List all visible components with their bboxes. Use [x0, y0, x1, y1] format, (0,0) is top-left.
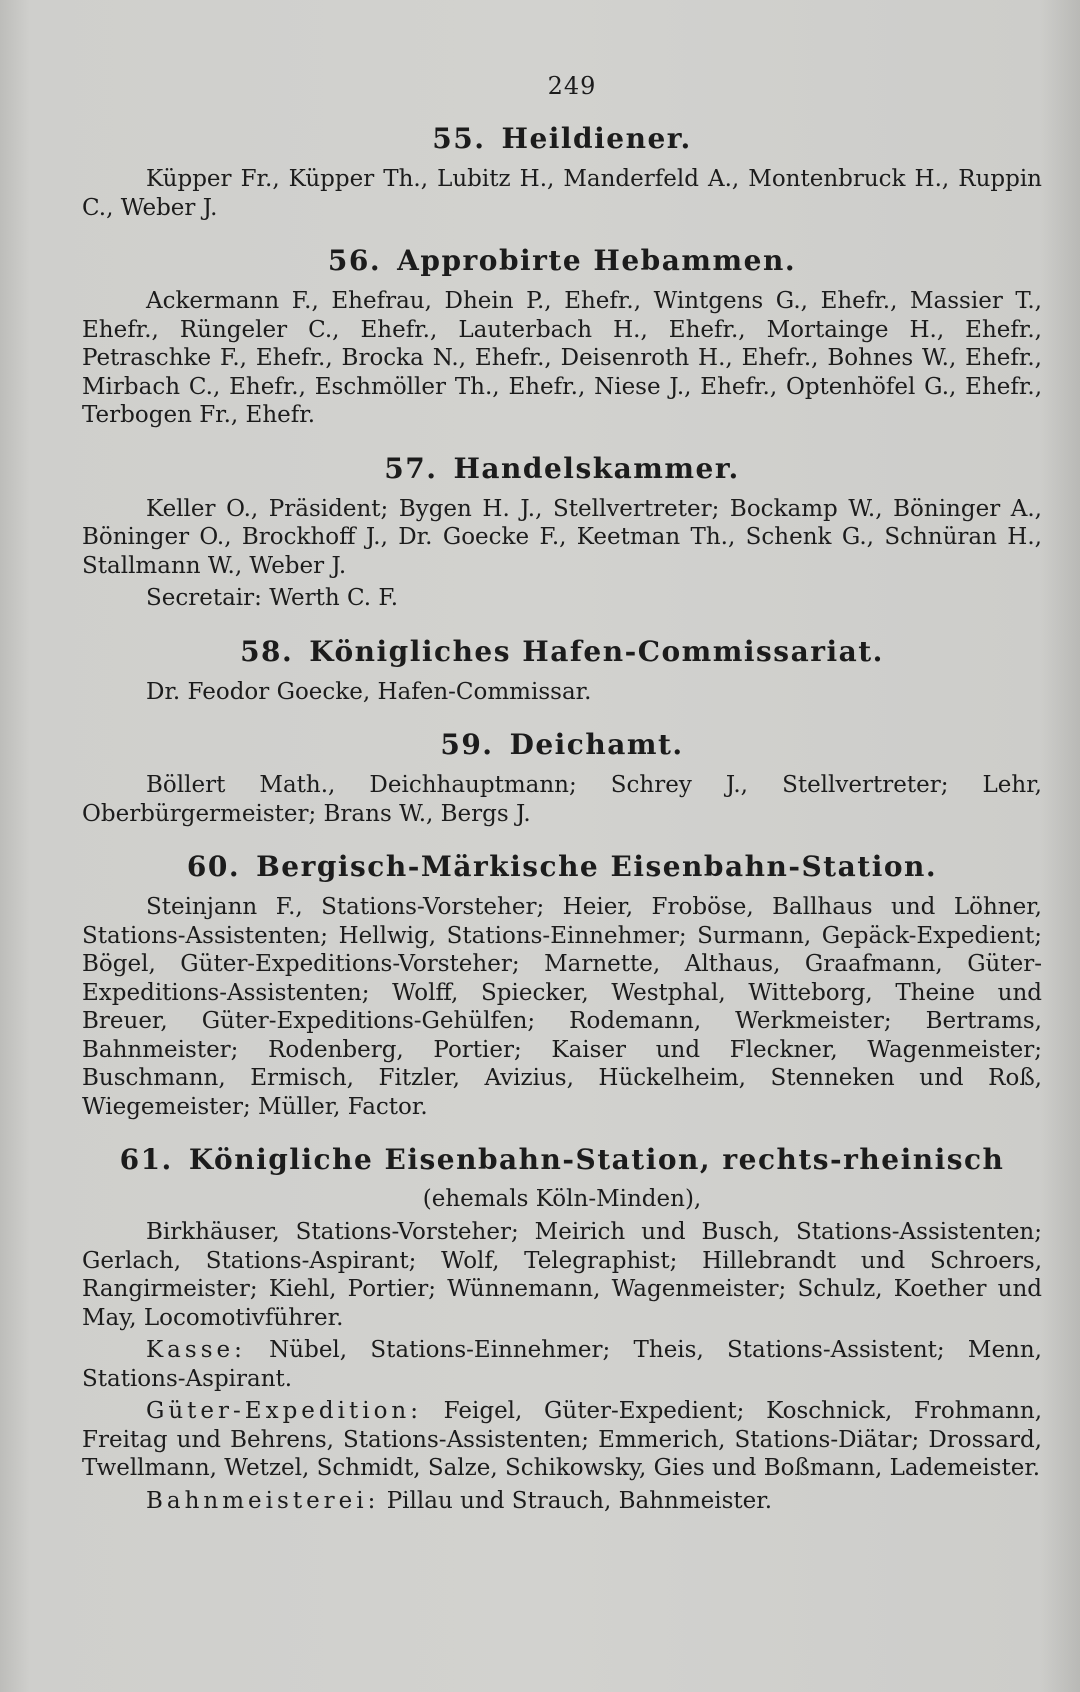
bahnmeisterei-text: Pillau und Strauch, Bahnmeister.	[386, 1487, 773, 1514]
section-heading	[82, 728, 1042, 761]
section-heading	[82, 244, 1042, 277]
bahnmeisterei-paragraph	[82, 1487, 1042, 1516]
section-text: Birkhäuser, Stations-Vorsteher; Meirich und Busch, Stations-Assistenten; Gerlach, Stations-Aspirant; Wolf, Telegraphist; Hillebrandt und Schroers, Rangirmeister; Kiehl, Portier; Wünnemann, Wagenmeister; Schulz, Koether und May, Locomotivführer.	[82, 1219, 1042, 1331]
section-61	[82, 1143, 1042, 1515]
bahnmeisterei-label: Bahnmeisterei:	[146, 1487, 380, 1514]
page-number: 249	[547, 72, 597, 100]
kasse-paragraph	[82, 1336, 1042, 1393]
section-60	[82, 850, 1042, 1121]
section-number: 56.	[327, 244, 382, 277]
section-text: Küpper Fr., Küpper Th., Lubitz H., Manderfeld A., Montenbruck H., Ruppin C., Weber J.	[82, 166, 1042, 221]
section-55	[82, 122, 1042, 222]
section-heading	[82, 1143, 1042, 1176]
section-number: 57.	[384, 451, 438, 485]
section-title: Deichamt.	[509, 728, 684, 761]
section-59	[82, 728, 1042, 828]
section-title: Heildiener.	[501, 122, 692, 155]
section-title: Königliches Hafen-Commissariat.	[309, 634, 884, 668]
section-text: Dr. Feodor Goecke, Hafen-Commissar.	[146, 678, 592, 705]
section-number: 61.	[119, 1143, 173, 1176]
section-text: Keller O., Präsident; Bygen H. J., Stellvertreter; Bockamp W., Böninger A., Böninger O., Brockhoff J., Dr. Goecke F., Keetman Th., Schenk G., Schnüran H., Stallmann W., Weber J.	[82, 495, 1042, 579]
section-number: 60.	[186, 850, 241, 883]
section-text: Steinjann F., Stations-Vorsteher; Heier, Froböse, Ballhaus und Löhner, Stations-Assistenten; Hellwig, Stations-Einnehmer; Surmann, Gepäck-Expedient; Bögel, Güter-Expeditions-Vorsteher; Marnette, Althaus, Graafmann, Güter-Expeditions-Assistenten; Wolff, Spiecker, Westphal, Witteborg, Theine und Breuer, Güter-Expeditions-Gehülfen; Rodemann, Werkmeister; Bertrams, Bahnmeister; Rodenberg, Portier; Kaiser und Fleckner, Wagenmeister; Buschmann, Ermisch, Fitzler, Avizius, Hückelheim, Stenneken und Roß, Wiegemeister; Müller, Factor.	[82, 894, 1042, 1120]
section-heading	[82, 850, 1042, 883]
kasse-text: Nübel, Stations-Einnehmer; Theis, Stations-Assistent; Menn, Stations-Aspirant.	[82, 1337, 1042, 1392]
section-text: Ackermann F., Ehefrau, Dhein P., Ehefr., Wintgens G., Ehefr., Massier T., Ehefr., Rüngeler C., Ehefr., Lauterbach H., Ehefr., Mortainge H., Ehefr., Petraschke F., Ehefr., Brocka N., Ehefr., Deisenroth H., Ehefr., Bohnes W., Ehefr., Mirbach C., Ehefr., Eschmöller Th., Ehefr., Niese J., Ehefr., Optenhöfel G., Ehefr., Terbogen Fr., Ehefr.	[82, 288, 1042, 428]
section-title: Bergisch-Märkische Eisenbahn-Station.	[256, 850, 938, 883]
section-58	[82, 635, 1042, 707]
section-number: 55.	[432, 122, 486, 155]
section-number: 59.	[440, 728, 494, 761]
section-heading	[82, 635, 1042, 668]
section-heading	[82, 122, 1042, 155]
secretary-line: Secretair: Werth C. F.	[146, 585, 399, 611]
section-subtitle: (ehemals Köln-Minden),	[422, 1186, 702, 1212]
section-heading	[82, 452, 1042, 485]
section-title: Approbirte Hebammen.	[397, 244, 797, 277]
section-title: Königliche Eisenbahn-Station, rechts-rheinisch	[188, 1143, 1005, 1176]
section-57	[82, 452, 1042, 613]
section-text: Böllert Math., Deichhauptmann; Schrey J., Stellvertreter; Lehr, Oberbürgermeister; Brans W., Bergs J.	[82, 772, 1042, 827]
section-title: Handelskammer.	[453, 451, 740, 485]
section-number: 58.	[240, 634, 294, 668]
gueter-paragraph	[82, 1397, 1042, 1483]
gueter-text: Feigel, Güter-Expedient; Koschnick, Frohmann, Freitag und Behrens, Stations-Assistenten; Emmerich, Stations-Diätar; Drossard, Twellmann, Wetzel, Schmidt, Salze, Schikowsky, Gies und Boßmann, Lademeister.	[82, 1398, 1043, 1481]
gueter-label: Güter-Expedition:	[146, 1398, 422, 1424]
section-56	[82, 244, 1042, 430]
kasse-label: Kasse:	[146, 1337, 246, 1363]
